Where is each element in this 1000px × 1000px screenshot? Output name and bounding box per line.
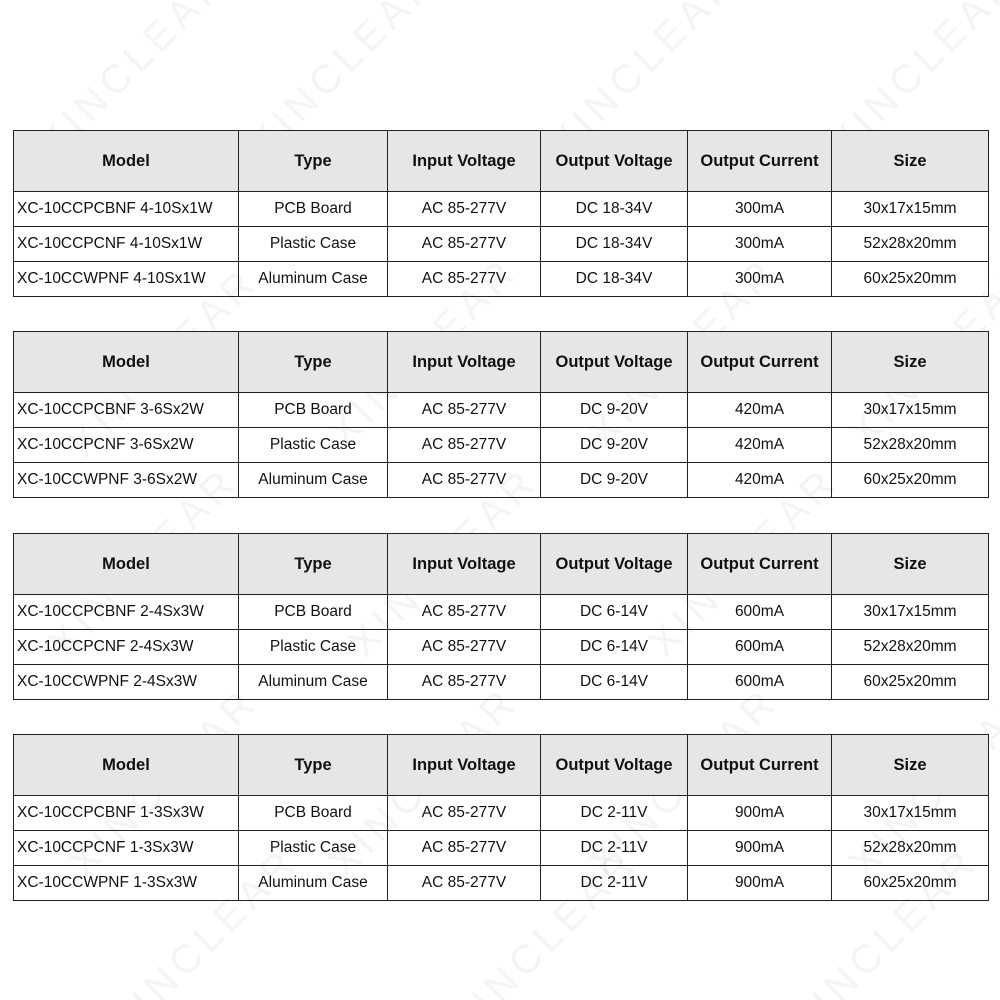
cell-model: XC-10CCPCNF 4-10Sx1W [14, 227, 239, 262]
column-header-output-voltage: Output Voltage [541, 332, 688, 393]
cell-output-voltage: DC 6-14V [541, 665, 688, 700]
cell-size: 30x17x15mm [832, 796, 989, 831]
cell-input-voltage: AC 85-277V [388, 428, 541, 463]
column-header-size: Size [832, 332, 989, 393]
cell-model: XC-10CCPCNF 3-6Sx2W [14, 428, 239, 463]
cell-type: Aluminum Case [239, 463, 388, 498]
column-header-type: Type [239, 131, 388, 192]
cell-input-voltage: AC 85-277V [388, 393, 541, 428]
column-header-size: Size [832, 735, 989, 796]
column-header-input-voltage: Input Voltage [388, 534, 541, 595]
cell-input-voltage: AC 85-277V [388, 665, 541, 700]
table-row [14, 831, 989, 866]
column-header-type: Type [239, 735, 388, 796]
cell-output-current: 900mA [688, 796, 832, 831]
cell-input-voltage: AC 85-277V [388, 630, 541, 665]
cell-model: XC-10CCPCBNF 2-4Sx3W [14, 595, 239, 630]
cell-type: PCB Board [239, 192, 388, 227]
cell-model: XC-10CCPCNF 1-3Sx3W [14, 831, 239, 866]
column-header-model: Model [14, 131, 239, 192]
cell-input-voltage: AC 85-277V [388, 463, 541, 498]
column-header-size: Size [832, 131, 989, 192]
column-header-size: Size [832, 534, 989, 595]
cell-type: Aluminum Case [239, 866, 388, 901]
cell-output-voltage: DC 2-11V [541, 831, 688, 866]
cell-input-voltage: AC 85-277V [388, 227, 541, 262]
cell-size: 60x25x20mm [832, 262, 989, 297]
column-header-input-voltage: Input Voltage [388, 735, 541, 796]
column-header-input-voltage: Input Voltage [388, 131, 541, 192]
cell-type: Plastic Case [239, 630, 388, 665]
cell-output-voltage: DC 18-34V [541, 192, 688, 227]
cell-type: PCB Board [239, 595, 388, 630]
cell-size: 60x25x20mm [832, 463, 989, 498]
column-header-output-voltage: Output Voltage [541, 131, 688, 192]
cell-model: XC-10CCWPNF 4-10Sx1W [14, 262, 239, 297]
cell-output-current: 420mA [688, 393, 832, 428]
table-row [14, 393, 989, 428]
cell-input-voltage: AC 85-277V [388, 796, 541, 831]
column-header-output-voltage: Output Voltage [541, 735, 688, 796]
table-row [14, 866, 989, 901]
table-row [14, 665, 989, 700]
cell-size: 52x28x20mm [832, 630, 989, 665]
column-header-input-voltage: Input Voltage [388, 332, 541, 393]
column-header-output-current: Output Current [688, 735, 832, 796]
cell-size: 52x28x20mm [832, 428, 989, 463]
column-header-output-current: Output Current [688, 534, 832, 595]
cell-model: XC-10CCWPNF 2-4Sx3W [14, 665, 239, 700]
cell-input-voltage: AC 85-277V [388, 595, 541, 630]
cell-size: 60x25x20mm [832, 665, 989, 700]
table-row [14, 595, 989, 630]
cell-model: XC-10CCPCBNF 1-3Sx3W [14, 796, 239, 831]
cell-output-voltage: DC 9-20V [541, 463, 688, 498]
cell-type: PCB Board [239, 393, 388, 428]
cell-type: Aluminum Case [239, 665, 388, 700]
cell-type: Aluminum Case [239, 262, 388, 297]
cell-output-current: 600mA [688, 595, 832, 630]
header-row [14, 131, 989, 192]
table-row [14, 428, 989, 463]
table-row [14, 262, 989, 297]
cell-size: 52x28x20mm [832, 227, 989, 262]
cell-size: 30x17x15mm [832, 393, 989, 428]
cell-type: Plastic Case [239, 831, 388, 866]
cell-size: 60x25x20mm [832, 866, 989, 901]
cell-output-voltage: DC 6-14V [541, 595, 688, 630]
cell-output-voltage: DC 18-34V [541, 262, 688, 297]
cell-output-current: 900mA [688, 866, 832, 901]
cell-input-voltage: AC 85-277V [388, 262, 541, 297]
cell-output-current: 600mA [688, 665, 832, 700]
table-row [14, 630, 989, 665]
cell-model: XC-10CCPCNF 2-4Sx3W [14, 630, 239, 665]
column-header-model: Model [14, 735, 239, 796]
spec-table [13, 130, 989, 297]
column-header-type: Type [239, 534, 388, 595]
cell-output-current: 900mA [688, 831, 832, 866]
cell-model: XC-10CCWPNF 1-3Sx3W [14, 866, 239, 901]
cell-output-voltage: DC 2-11V [541, 866, 688, 901]
cell-output-current: 300mA [688, 262, 832, 297]
cell-output-voltage: DC 6-14V [541, 630, 688, 665]
column-header-model: Model [14, 332, 239, 393]
cell-size: 30x17x15mm [832, 595, 989, 630]
cell-output-current: 300mA [688, 192, 832, 227]
table-row [14, 463, 989, 498]
cell-model: XC-10CCWPNF 3-6Sx2W [14, 463, 239, 498]
cell-type: Plastic Case [239, 428, 388, 463]
column-header-output-current: Output Current [688, 131, 832, 192]
header-row [14, 735, 989, 796]
spec-table [13, 331, 989, 498]
cell-size: 52x28x20mm [832, 831, 989, 866]
cell-size: 30x17x15mm [832, 192, 989, 227]
cell-model: XC-10CCPCBNF 3-6Sx2W [14, 393, 239, 428]
spec-table [13, 533, 989, 700]
table-row [14, 192, 989, 227]
cell-output-voltage: DC 9-20V [541, 393, 688, 428]
table-row [14, 796, 989, 831]
column-header-type: Type [239, 332, 388, 393]
cell-output-current: 300mA [688, 227, 832, 262]
column-header-output-current: Output Current [688, 332, 832, 393]
cell-type: Plastic Case [239, 227, 388, 262]
column-header-model: Model [14, 534, 239, 595]
cell-output-current: 600mA [688, 630, 832, 665]
column-header-output-voltage: Output Voltage [541, 534, 688, 595]
spec-table [13, 734, 989, 901]
table-row [14, 227, 989, 262]
cell-model: XC-10CCPCBNF 4-10Sx1W [14, 192, 239, 227]
cell-input-voltage: AC 85-277V [388, 192, 541, 227]
cell-input-voltage: AC 85-277V [388, 866, 541, 901]
cell-output-voltage: DC 2-11V [541, 796, 688, 831]
cell-input-voltage: AC 85-277V [388, 831, 541, 866]
cell-output-current: 420mA [688, 428, 832, 463]
header-row [14, 332, 989, 393]
cell-output-voltage: DC 18-34V [541, 227, 688, 262]
cell-type: PCB Board [239, 796, 388, 831]
cell-output-voltage: DC 9-20V [541, 428, 688, 463]
cell-output-current: 420mA [688, 463, 832, 498]
header-row [14, 534, 989, 595]
